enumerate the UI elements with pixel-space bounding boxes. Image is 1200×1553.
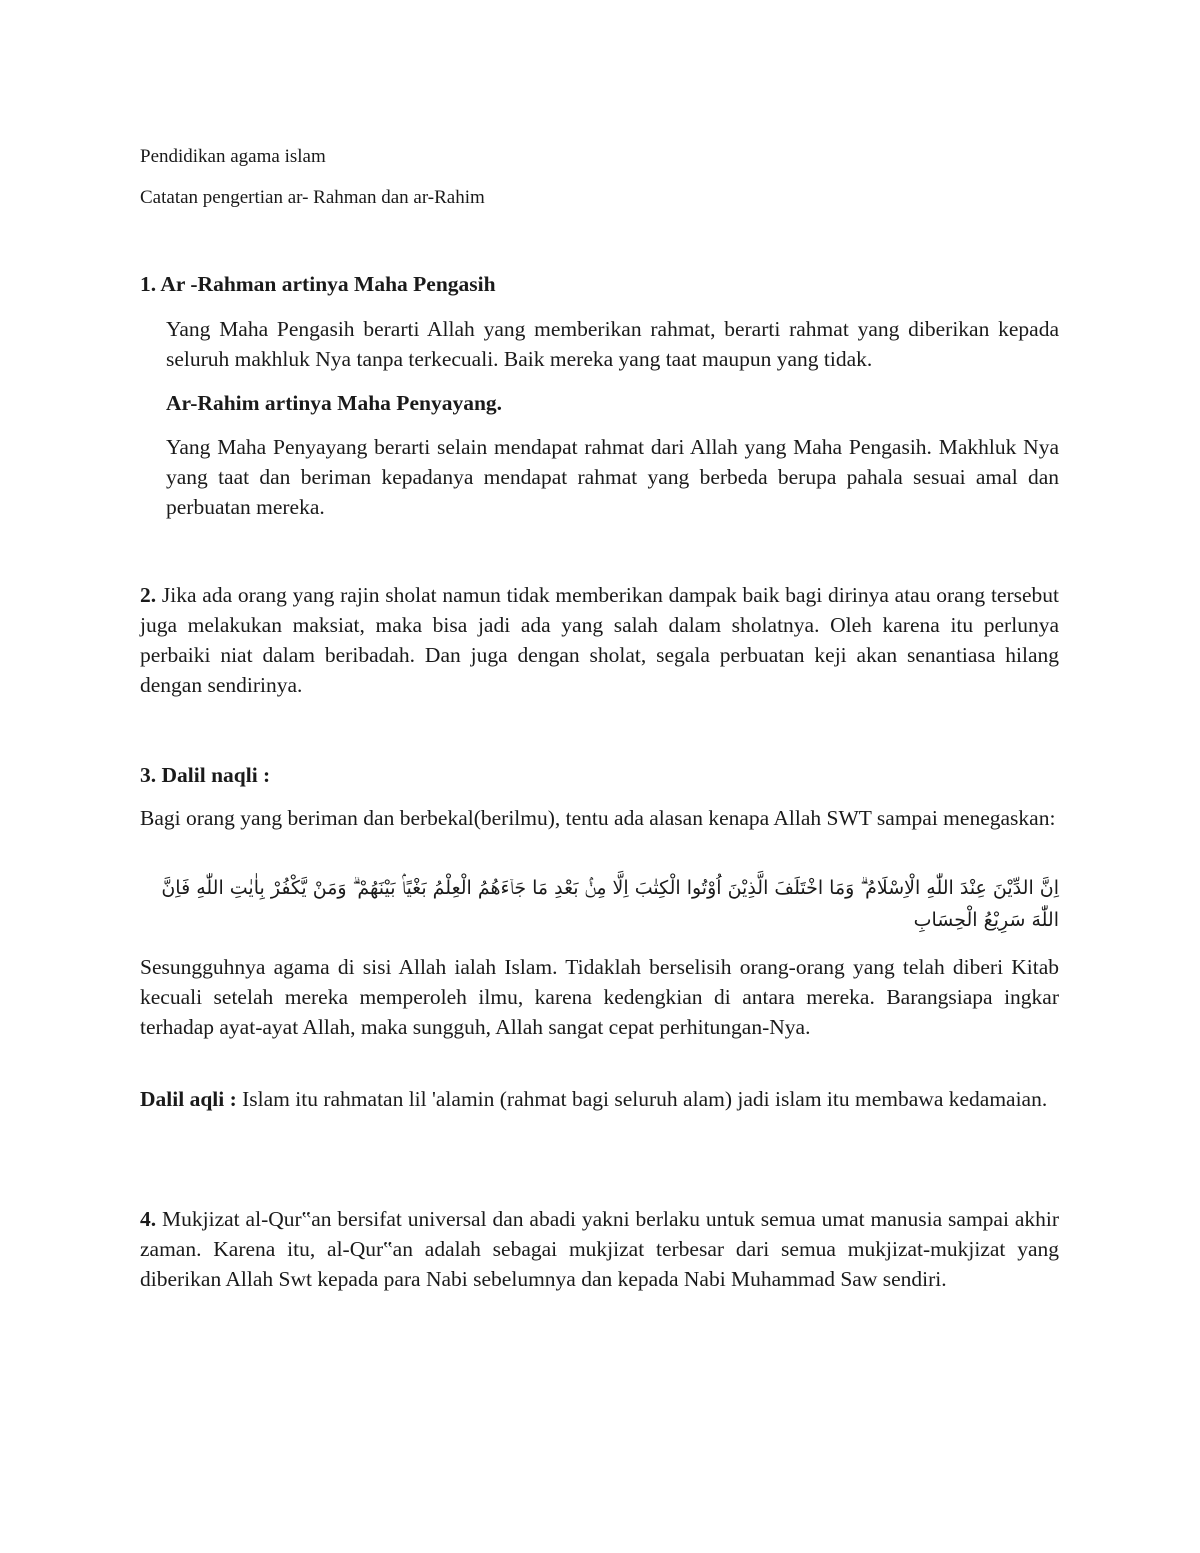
section-1-heading [140, 269, 1040, 299]
dalil-aqli-text: Islam itu rahmatan lil 'alamin (rahmat bagi seluruh alam) jadi islam itu membawa kedamaian. [236, 1087, 1048, 1111]
section-1-number: 1. [140, 272, 157, 296]
section-1-heading-rahim: Ar-Rahim artinya Maha Penyayang. [166, 391, 503, 415]
section-3-heading-text: Dalil naqli : [161, 763, 271, 787]
section-4-number: 4. [140, 1207, 157, 1231]
section-3-heading [140, 760, 940, 790]
section-4-paragraph [140, 1204, 1059, 1294]
section-1-paragraph-rahim: Yang Maha Penyayang berarti selain mendapat rahmat dari Allah yang Maha Pengasih. Makhluk Nya yang taat dan beriman kepadanya mendapat rahmat yang berbeda berupa pahala sesuai amal dan perbuatan mereka. [166, 435, 1059, 519]
section-2-number: 2. [140, 583, 157, 607]
document-subtitle: Catatan pengertian ar- Rahman dan ar-Rahim [140, 187, 485, 208]
section-3-translation: Sesungguhnya agama di sisi Allah ialah Islam. Tidaklah berselisih orang-orang yang telah diberi Kitab kecuali setelah mereka memperoleh ilmu, karena kedengkian di antara mereka. Barangsiapa ingkar terhadap ayat-ayat Allah, maka sungguh, Allah sangat cepat perhitungan-Nya. [140, 955, 1059, 1039]
section-3-arabic-verse: اِنَّ الدِّيْنَ عِنْدَ اللّٰهِ الْاِسْلَامُ ۗ وَمَا اخْتَلَفَ الَّذِيْنَ اُوْتُوا الْكِتٰبَ اِلَّا مِنْۢ بَعْدِ مَا جَاۤءَهُمُ الْعِلْمُ بَغْيًاۢ بَيْنَهُمْ ۗ وَمَنْ يَّكْفُرْ بِاٰيٰتِ اللّٰهِ فَاِنَّ اللّٰهَ سَرِيْعُ الْحِسَابِ [161, 877, 1059, 931]
section-1-paragraph-rahman: Yang Maha Pengasih berarti Allah yang memberikan rahmat, berarti rahmat yang diberikan kepada seluruh makhluk Nya tanpa terkecuali. Baik mereka yang taat maupun yang tidak. [166, 317, 1059, 371]
document-title: Pendidikan agama islam [140, 146, 326, 167]
section-4-text: Mukjizat al-Qur‟an bersifat universal dan abadi yakni berlaku untuk semua umat manusia sampai akhir zaman. Karena itu, al-Qur‟an adalah sebagai mukjizat terbesar dari semua mukjizat-mukjizat yang diberikan Allah Swt kepada para Nabi sebelumnya dan kepada Nabi Muhammad Saw sendiri. [140, 1207, 1060, 1291]
section-3-intro: Bagi orang yang beriman dan berbekal(berilmu), tentu ada alasan kenapa Allah SWT sampai menegaskan: [140, 806, 1056, 830]
section-1-heading-text: Ar -Rahman artinya Maha Pengasih [160, 272, 496, 296]
dalil-aqli-label: Dalil aqli : [140, 1087, 237, 1111]
section-3-dalil-aqli [140, 1084, 1059, 1114]
section-2-paragraph [140, 580, 1059, 700]
section-3-number: 3. [140, 763, 157, 787]
section-2-text: Jika ada orang yang rajin sholat namun tidak memberikan dampak baik bagi dirinya atau orang tersebut juga melakukan maksiat, maka bisa jadi ada yang salah dalam sholatnya. Oleh karena itu perlunya perbaiki niat dalam beribadah. Dan juga dengan sholat, segala perbuatan keji akan senantiasa hilang dengan sendirinya. [140, 583, 1060, 697]
